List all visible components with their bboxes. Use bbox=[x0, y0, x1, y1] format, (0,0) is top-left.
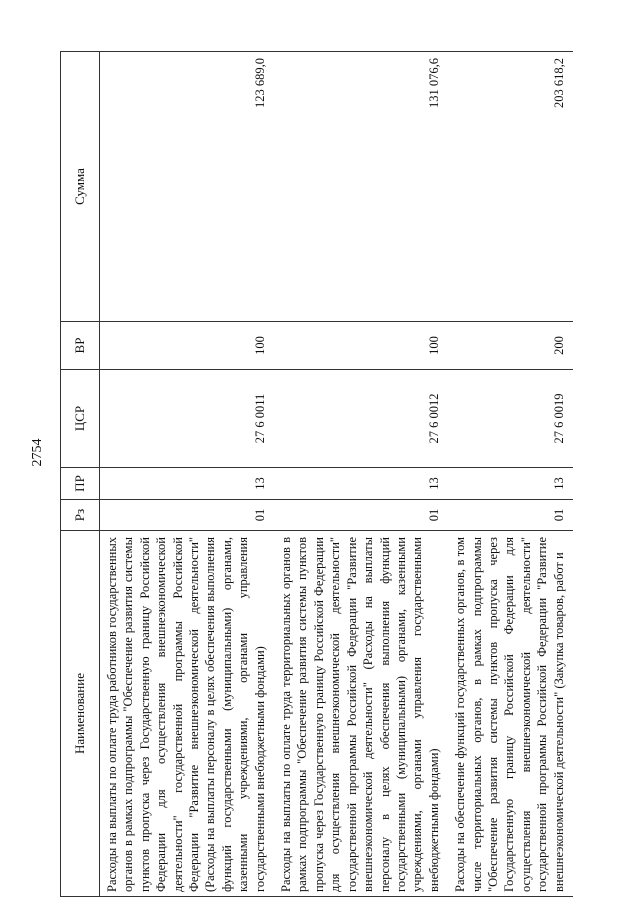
row-rz: 01 bbox=[100, 500, 275, 531]
row-rz: 01 bbox=[448, 500, 573, 531]
row-csr: 27 6 0011 bbox=[100, 370, 275, 468]
header-pr: ПР bbox=[61, 468, 100, 500]
header-vr: ВР bbox=[61, 322, 100, 370]
row-pr: 13 bbox=[100, 468, 275, 500]
table-row bbox=[100, 52, 275, 897]
header-sum: Сумма bbox=[61, 52, 100, 322]
row-pr: 13 bbox=[448, 468, 573, 500]
row-csr: 27 6 0012 bbox=[274, 370, 448, 468]
table-row bbox=[448, 52, 573, 897]
header-name: Наименование bbox=[61, 531, 100, 897]
row-sum: 203 618,2 bbox=[448, 52, 573, 322]
header-csr: ЦСР bbox=[61, 370, 100, 468]
table-row bbox=[274, 52, 448, 897]
row-vr: 200 bbox=[448, 322, 573, 370]
header-rz: Рз bbox=[61, 500, 100, 531]
row-vr: 100 bbox=[274, 322, 448, 370]
row-name: Расходы на выплаты по оплате труда территориальных органов в рамках подпрограммы "Обеспечение развития системы пунктов пропуска через Государственную границу Российской Федерации для осуществления внешнеэкономической деятельности" государственной программы Российской Федерации "Развитие внешнеэкономической деятельности" (Расходы на выплаты персоналу в целях обеспечения выполнения функций государственными (муниципальными) органами, казенными учреждениями, органами управления государственными внебюджетными фондами) bbox=[274, 531, 448, 897]
row-rz: 01 bbox=[274, 500, 448, 531]
page-number: 2754 bbox=[30, 438, 45, 467]
budget-table bbox=[60, 51, 573, 897]
row-sum: 123 689,0 bbox=[100, 52, 275, 322]
row-name: Расходы на выплаты по оплате труда работников государственных органов в рамках подпрограммы "Обеспечение развития системы пунктов пропуска через Государственную границу Российской Федерации для осуществления внешнеэкономической деятельности" государственной программы Российской Федерации "Развитие внешнеэкономической деятельности" (Расходы на выплаты персоналу в целях обеспечения выполнения функций государственными (муниципальными) органами, казенными учреждениями, органами управления государственными внебюджетными фондами) bbox=[100, 531, 275, 897]
table-header-row bbox=[61, 52, 100, 897]
row-name: Расходы на обеспечение функций государственных органов, в том числе территориальных органов, в рамках подпрограммы "Обеспечение развития системы пунктов пропуска через Государственную границу Российской Федерации для осуществления внешнеэкономической деятельности" государственной программы Российской Федерации "Развитие внешнеэкономической деятельности" (Закупка товаров, работ и bbox=[448, 531, 573, 897]
row-pr: 13 bbox=[274, 468, 448, 500]
row-sum: 131 076,6 bbox=[274, 52, 448, 322]
row-vr: 100 bbox=[100, 322, 275, 370]
row-csr: 27 6 0019 bbox=[448, 370, 573, 468]
